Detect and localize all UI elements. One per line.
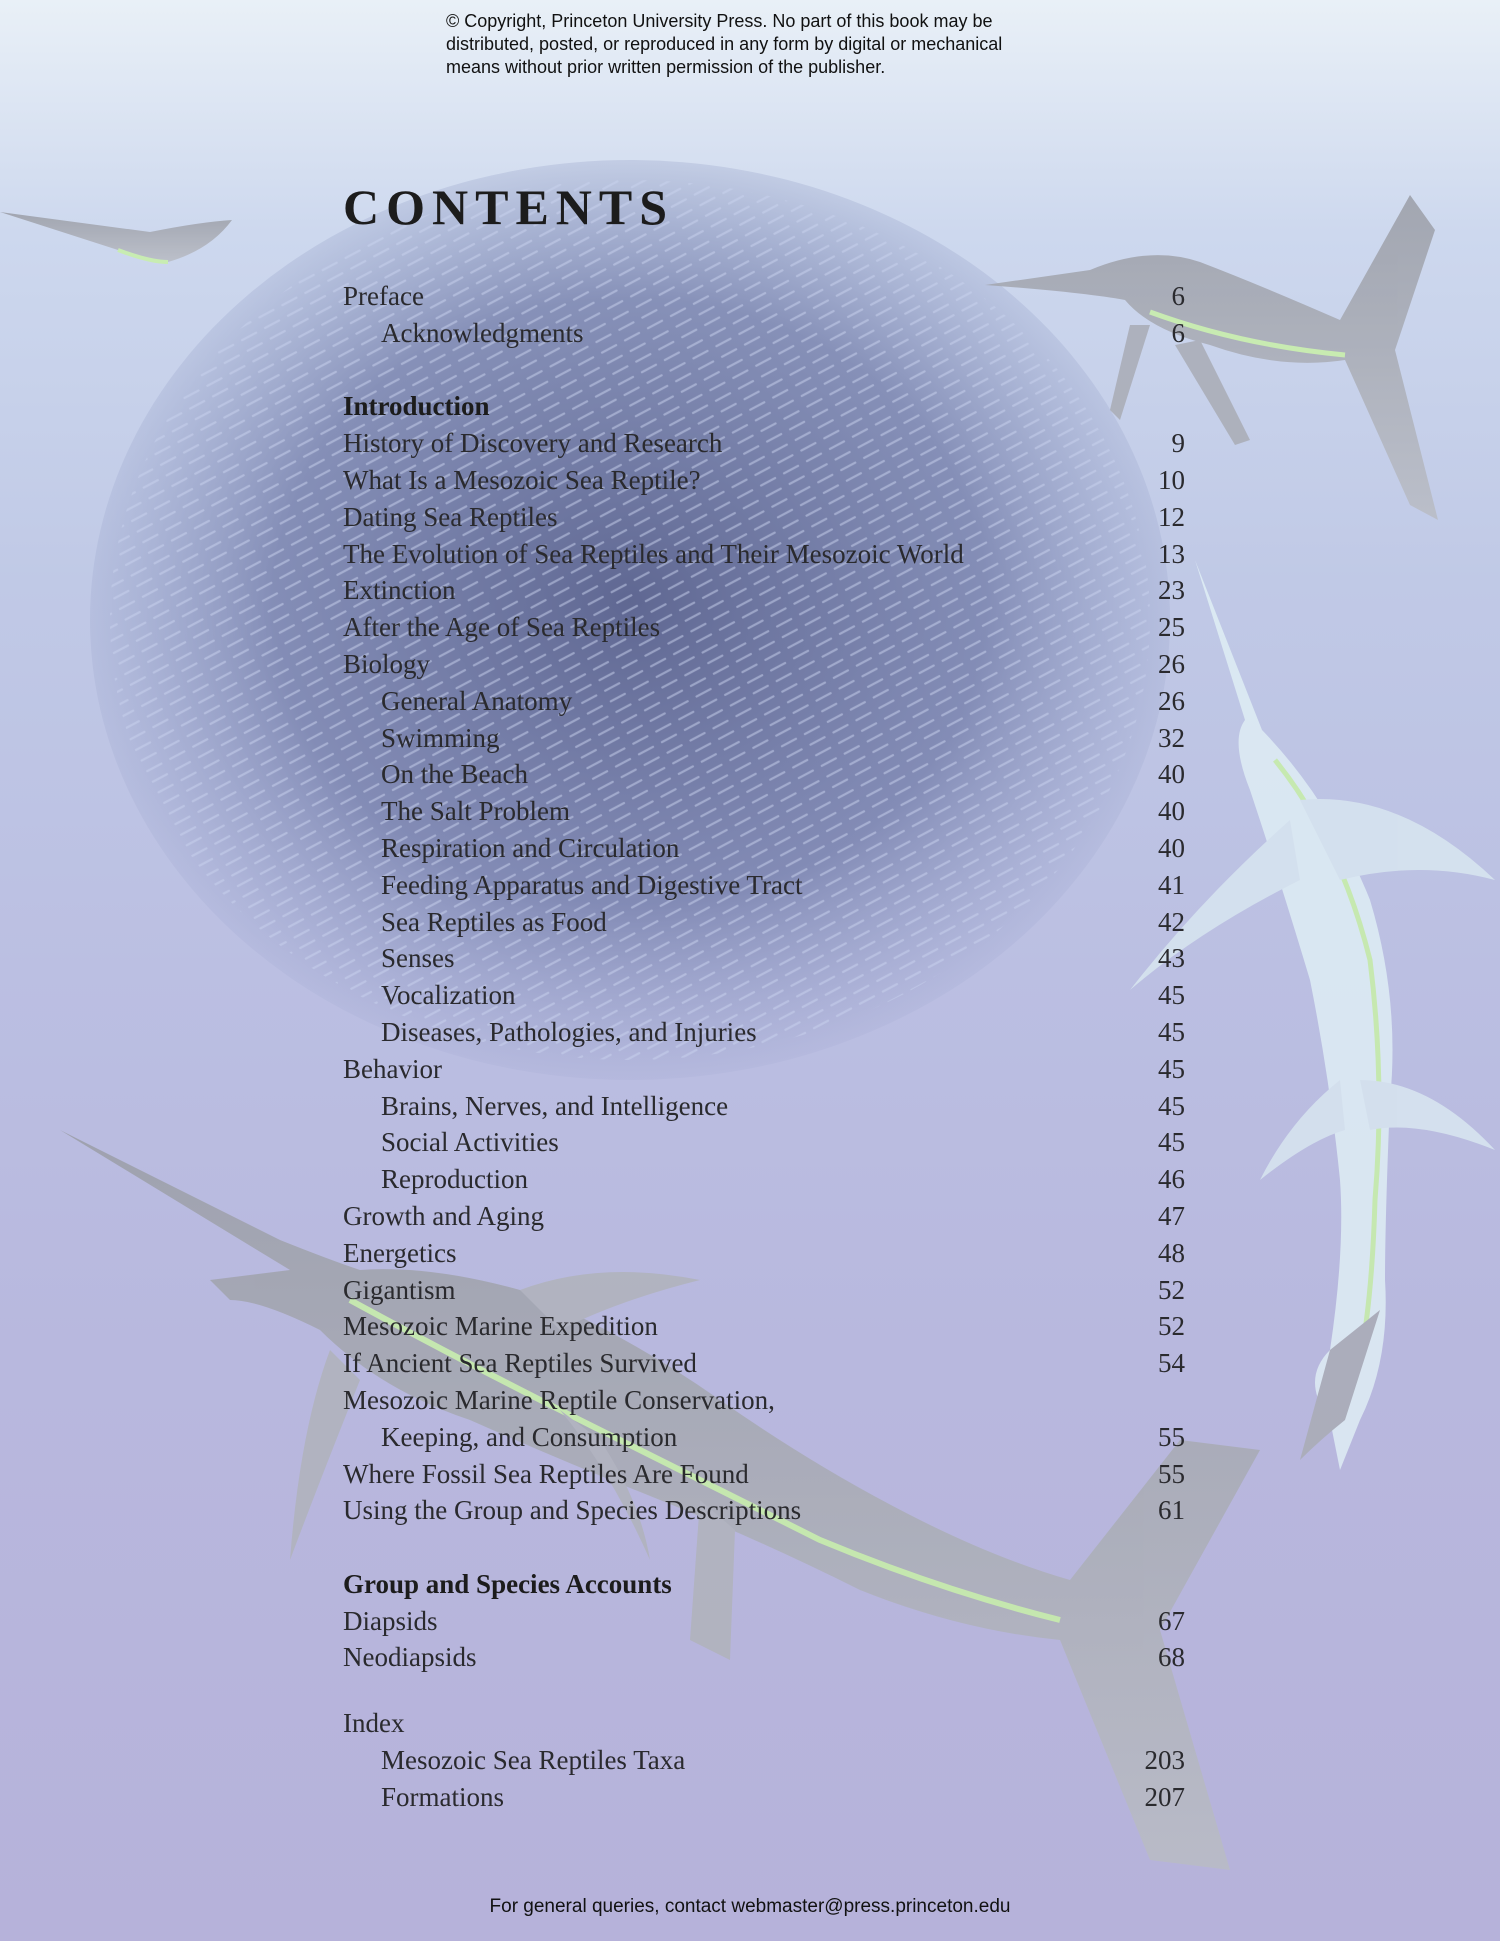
toc-entry-label: Feeding Apparatus and Digestive Tract [381, 869, 803, 900]
toc-entry-label: Social Activities [381, 1127, 559, 1158]
toc-entry[interactable] [343, 1124, 1185, 1161]
toc-page-number: 13 [1158, 538, 1185, 569]
toc-spacer [343, 1529, 1185, 1566]
toc-page-number: 55 [1158, 1458, 1185, 1489]
toc-entry[interactable] [343, 1161, 1185, 1198]
toc-entry-label: Using the Group and Species Descriptions [343, 1495, 802, 1526]
toc-entry[interactable] [343, 278, 1185, 315]
toc-entry-label: Mesozoic Marine Reptile Conservation, [343, 1384, 775, 1415]
toc-entry-label: Keeping, and Consumption [381, 1421, 678, 1452]
toc-page-number: 40 [1158, 832, 1185, 863]
toc-entry-label: Formations [381, 1781, 505, 1812]
toc-entry-label: Reproduction [381, 1164, 528, 1195]
toc-page-number: 41 [1158, 869, 1185, 900]
toc-page-number: 26 [1158, 648, 1185, 679]
toc-entry-label: Dating Sea Reptiles [343, 501, 558, 532]
toc-page-number: 45 [1158, 1127, 1185, 1158]
toc-entry-label: What Is a Mesozoic Sea Reptile? [343, 464, 701, 495]
toc-page-number: 54 [1158, 1348, 1185, 1379]
toc-entry[interactable] [343, 904, 1185, 941]
toc-entry-label: Vocalization [381, 980, 516, 1011]
toc-section-heading[interactable] [343, 388, 1185, 425]
toc-entry[interactable] [343, 499, 1185, 536]
page-title: CONTENTS [343, 179, 675, 235]
toc-page-number: 52 [1158, 1311, 1185, 1342]
toc-entry-label: Biology [343, 648, 431, 679]
toc-entry[interactable] [343, 1639, 1185, 1676]
toc-entry-label: Gigantism [343, 1274, 456, 1305]
toc-entry[interactable] [343, 315, 1185, 352]
toc-entry-label: The Salt Problem [381, 796, 570, 827]
reptile-top-left [0, 212, 232, 262]
toc-entry[interactable] [343, 1051, 1185, 1088]
toc-page-number: 32 [1158, 722, 1185, 753]
toc-spacer [343, 352, 1185, 389]
toc-page-number: 45 [1158, 1090, 1185, 1121]
copyright-notice [446, 10, 1086, 79]
toc-entry-label: Where Fossil Sea Reptiles Are Found [343, 1458, 749, 1489]
toc-entry[interactable] [343, 830, 1185, 867]
toc-entry-label: Introduction [343, 391, 490, 422]
toc-page-number: 45 [1158, 1053, 1185, 1084]
toc-entry[interactable] [343, 1345, 1185, 1382]
toc-entry[interactable] [343, 1603, 1185, 1640]
copyright-line: means without prior written permission of the publisher. [446, 57, 886, 77]
toc-entry-label: Diapsids [343, 1605, 438, 1636]
footer-contact: For general queries, contact webmaster@press.princeton.edu [489, 1896, 1011, 1917]
toc-entry[interactable] [343, 1272, 1185, 1309]
copyright-line: distributed, posted, or reproduced in any form by digital or mechanical [446, 34, 1003, 54]
toc-page-number: 6 [1171, 317, 1185, 348]
toc-entry-label: General Anatomy [381, 685, 573, 716]
toc-entry-label: Energetics [343, 1237, 457, 1268]
toc-entry-label: Extinction [343, 575, 456, 606]
toc-page-number: 45 [1158, 1016, 1185, 1047]
toc-entry-label: Preface [343, 281, 424, 311]
toc-page-number: 207 [1144, 1781, 1185, 1812]
toc-page-number: 67 [1158, 1605, 1185, 1636]
toc-entry[interactable] [343, 646, 1185, 683]
toc-page-number: 61 [1158, 1495, 1185, 1526]
toc-page-number: 40 [1158, 796, 1185, 827]
toc-entry-label: If Ancient Sea Reptiles Survived [343, 1348, 697, 1379]
toc-entry-label: Group and Species Accounts [343, 1568, 672, 1599]
toc-entry[interactable] [343, 1235, 1185, 1272]
toc-page-number: 45 [1158, 980, 1185, 1011]
toc-entry-label: Diseases, Pathologies, and Injuries [381, 1016, 757, 1047]
toc-page-number: 23 [1158, 575, 1185, 606]
toc-entry[interactable] [343, 1419, 1185, 1456]
toc-page-number: 48 [1158, 1237, 1185, 1268]
toc-entry-label: Acknowledgments [381, 317, 584, 348]
toc-entry[interactable] [343, 462, 1185, 499]
toc-entry[interactable] [343, 1705, 1185, 1742]
toc-entry-label: On the Beach [381, 759, 528, 790]
toc-entry[interactable] [343, 720, 1185, 757]
toc-entry-label: Senses [381, 943, 455, 974]
toc-entry-label: Mesozoic Sea Reptiles Taxa [381, 1745, 686, 1776]
toc-entry[interactable] [343, 1198, 1185, 1235]
toc-page-number: 46 [1158, 1164, 1185, 1195]
toc-entry-label: Sea Reptiles as Food [381, 906, 607, 937]
toc-entry[interactable] [343, 1088, 1185, 1125]
toc-entry[interactable] [343, 756, 1185, 793]
toc-entry-label: Neodiapsids [343, 1642, 477, 1673]
toc-page-number: 40 [1158, 759, 1185, 790]
toc-entry-label: Behavior [343, 1053, 442, 1084]
toc-section-heading[interactable] [343, 1566, 1185, 1603]
toc-entry-label: The Evolution of Sea Reptiles and Their Mesozoic World [343, 538, 964, 569]
toc-page-number: 26 [1158, 685, 1185, 716]
toc-page-number: 55 [1158, 1421, 1185, 1452]
toc-page-number: 9 [1171, 428, 1185, 459]
toc-entry-label: Swimming [381, 722, 500, 753]
toc-entry-label: Mesozoic Marine Expedition [343, 1311, 658, 1342]
toc-entry[interactable] [343, 1382, 1185, 1419]
toc-entry[interactable] [343, 572, 1185, 609]
toc-page-number: 12 [1158, 501, 1185, 532]
toc-entry[interactable] [343, 793, 1185, 830]
toc-page-number: 25 [1158, 612, 1185, 643]
toc-page-number: 68 [1158, 1642, 1185, 1673]
toc-entry-label: After the Age of Sea Reptiles [343, 612, 661, 643]
toc-entry-label: Index [343, 1708, 405, 1739]
toc-entry[interactable] [343, 683, 1185, 720]
toc-entry-label: Growth and Aging [343, 1200, 544, 1231]
toc-page-number: 203 [1144, 1745, 1185, 1776]
toc-entry[interactable] [343, 1308, 1185, 1345]
toc-page-number: 52 [1158, 1274, 1185, 1305]
toc-entry-label: Brains, Nerves, and Intelligence [381, 1090, 729, 1121]
toc-entry[interactable] [343, 1742, 1185, 1779]
toc-entry-label: History of Discovery and Research [343, 428, 723, 459]
toc-entry[interactable] [343, 1779, 1185, 1816]
toc-entry[interactable] [343, 1492, 1185, 1529]
table-of-contents [343, 278, 1185, 1816]
toc-entry[interactable] [343, 940, 1185, 977]
toc-page-number: 43 [1158, 943, 1185, 974]
toc-entry[interactable] [343, 1014, 1185, 1051]
toc-entry[interactable] [343, 977, 1185, 1014]
toc-entry[interactable] [343, 1456, 1185, 1493]
toc-page-number: 42 [1158, 906, 1185, 937]
toc-page-number: 6 [1171, 281, 1185, 311]
toc-entry[interactable] [343, 867, 1185, 904]
toc-entry[interactable] [343, 609, 1185, 646]
toc-spacer [343, 1676, 1185, 1705]
toc-entry[interactable] [343, 425, 1185, 462]
toc-entry[interactable] [343, 536, 1185, 573]
toc-entry-label: Respiration and Circulation [381, 832, 680, 863]
toc-page-number: 10 [1158, 464, 1185, 495]
toc-page-number: 47 [1158, 1200, 1185, 1231]
copyright-line: © Copyright, Princeton University Press. No part of this book may be [446, 11, 993, 31]
